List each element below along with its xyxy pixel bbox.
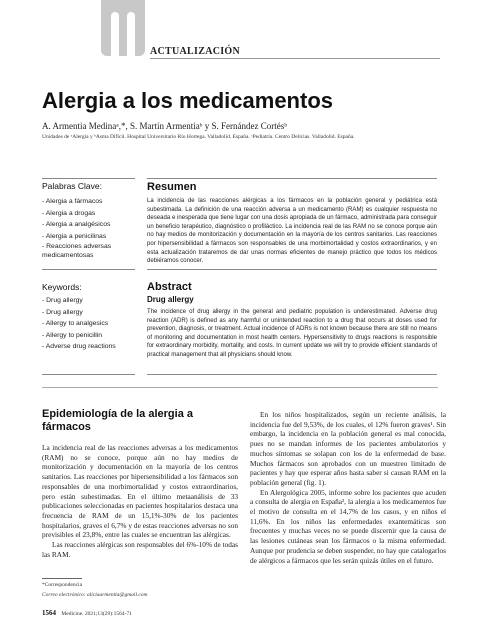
page-footer bbox=[42, 609, 132, 617]
body-column-left bbox=[42, 443, 238, 559]
keyword-item: - Alergia a drogas bbox=[42, 209, 96, 217]
body-paragraph: En Alergológica 2005, informe sobre los pacientes que acuden a consulta de alergia en España², la alergia a los medicamentos fue el motivo de consulta en el 14,7% de los casos, y en niños el 11,6%. En los niños las enfermedades exantemáticas son frecuentes y muchas veces no se puede discernir que la causa de las lesiones cutáneas sean los fármacos o la misma enfermedad. Aunque por prudencia se deben suspender, no hay que catalogarlos de alérgicos a fármacos que les serán quizás útiles en el futuro. bbox=[250, 487, 446, 565]
keyword-item: - Reacciones adversas medicamentosas bbox=[42, 243, 112, 259]
article-affiliations: Unidades de ᵃAlergia y ᵇAsma Difícil. Hospital Universitario Río Hortega. Valladolid. España. ᶜPediatría. Centro Delicias. Valladolid. España. bbox=[42, 134, 355, 140]
keyword-item: - Adverse drug reactions bbox=[42, 343, 116, 350]
keyword-item: - Alergia a penicilinas bbox=[42, 232, 107, 240]
body-column-right bbox=[250, 410, 446, 565]
section-label: ACTUALIZACIÓN bbox=[150, 46, 241, 57]
box-rule bbox=[147, 374, 437, 375]
resumen-text: La incidencia de las reacciones alérgicas a los fármacos en la población general y pediátrica está subestimada. La definición de una reacción adversa a un medicamento (RAM) es cualquier respuesta no deseada e inesperada que tiene lugar con una dosis apropiada de un fármaco, administrada para conseguir un beneficio terapéutico, diagnóstico o profiláctico. La incidencia real de las RAM no se conoce porque aún no hay medios de monitorización y documentación en la mayoría de los centros sanitarios. Las reacciones por hipersensibilidad a fármacos son responsables de una morbimortalidad y costos extraordinarios, y en esta actualización trataremos de dar unas normas eficientes de manejo práctico que todos los médicos debiéramos conocer. bbox=[147, 198, 437, 265]
box-rule bbox=[42, 269, 135, 270]
keywords-en-list bbox=[42, 295, 134, 353]
footnote-email: Correo electrónico: aliciaarmentia@gmail.com bbox=[42, 592, 148, 598]
footnote-rule bbox=[42, 578, 82, 579]
footnote-correspondence: *Correspondencia bbox=[42, 582, 83, 588]
keywords-es-list bbox=[42, 196, 134, 262]
keyword-item: - Drug allergy bbox=[42, 308, 83, 316]
body-paragraph: Las reacciones alérgicas son responsables del 6%-10% de todas las RAM. bbox=[42, 540, 238, 559]
section-title: Epidemiología de la alergia a fármacos bbox=[42, 408, 193, 433]
box-rule bbox=[147, 178, 437, 179]
body-paragraph: En los niños hospitalizados, según un reciente análisis, la incidencia fue del 9,53%, de los cuales, el 12% fueron graves¹. Sin embargo, la incidencia en la población general es mal conocida, pues no se mandan informes de los pacientes ambulatorios y muchos síntomas se solapan con los de la enfermedad de base. Muchos fármacos son aprobados con un muestreo limitado de pacientes y hay que esperar años hasta saber si causan RAM en la población general (fig. 1). bbox=[250, 410, 446, 487]
abstract-text: The incidence of drug allergy in the general and pediatric population is underestimated. Adverse drug reaction (ADR) is defined as any harmful or unintended reaction to a drug that occurs at doses used for prevention, diagnosis, or treatment. Actual incidence of ADRs is not known because there are still no means of monitoring and documentation in most health centers. Hypersensitivity to drugs reactions is responsible for extraordinary morbidity, mortality, and costs. In current update we will try to provide efficient standards of practical management that all physicians should know. bbox=[147, 309, 437, 358]
header-rule bbox=[150, 58, 440, 59]
box-rule bbox=[42, 374, 135, 375]
box-rule bbox=[147, 269, 437, 270]
section-divider bbox=[42, 387, 438, 388]
abstract-subheading: Drug allergy bbox=[147, 295, 194, 304]
citation: Medicine. 2021;13(29):1564-71 bbox=[61, 611, 132, 617]
keyword-item: - Allergy to penicillin bbox=[42, 331, 103, 339]
keyword-item: - Alergia a analgésicos bbox=[42, 221, 111, 228]
page-number: 1564 bbox=[42, 609, 56, 617]
article-authors: A. Armentia Medinaᵃ,*, S. Martín Armentiaᵇ y S. Fernández Cortésᵇ bbox=[42, 121, 287, 131]
abstract-heading: Abstract bbox=[147, 281, 192, 293]
keyword-item: - Alergia a fármacos bbox=[42, 198, 103, 205]
body-paragraph: La incidencia real de las reacciones adversas a los medicamentos (RAM) no se conoce, porque aún no hay medios de monitorización y documentación en la mayoría de los centros sanitarios. Las reacciones por hipersensibilidad a los fármacos son responsables de una morbimortalidad y costos extraordinarios, pero están subestimadas. En el último metaanálisis de 33 publicaciones seleccionadas en pacientes hospitalarios destaca una frecuencia de RAM de un 15,1%-30% de los pacientes hospitalarios, graves el 6,7% y de estas reacciones adversas no son previsibles el 23,8%, entre las cuales se encuentran las alérgicas. bbox=[42, 443, 238, 540]
keywords-es-heading: Palabras Clave: bbox=[42, 181, 103, 191]
keyword-item: - Drug allergy bbox=[42, 297, 83, 304]
keyword-item: - Allergy to analgesics bbox=[42, 320, 109, 327]
resumen-heading: Resumen bbox=[147, 181, 197, 193]
keywords-en-heading: Keywords: bbox=[42, 282, 82, 292]
journal-logo bbox=[101, 0, 145, 56]
box-rule bbox=[42, 178, 135, 179]
article-title: Alergia a los medicamentos bbox=[42, 88, 333, 113]
